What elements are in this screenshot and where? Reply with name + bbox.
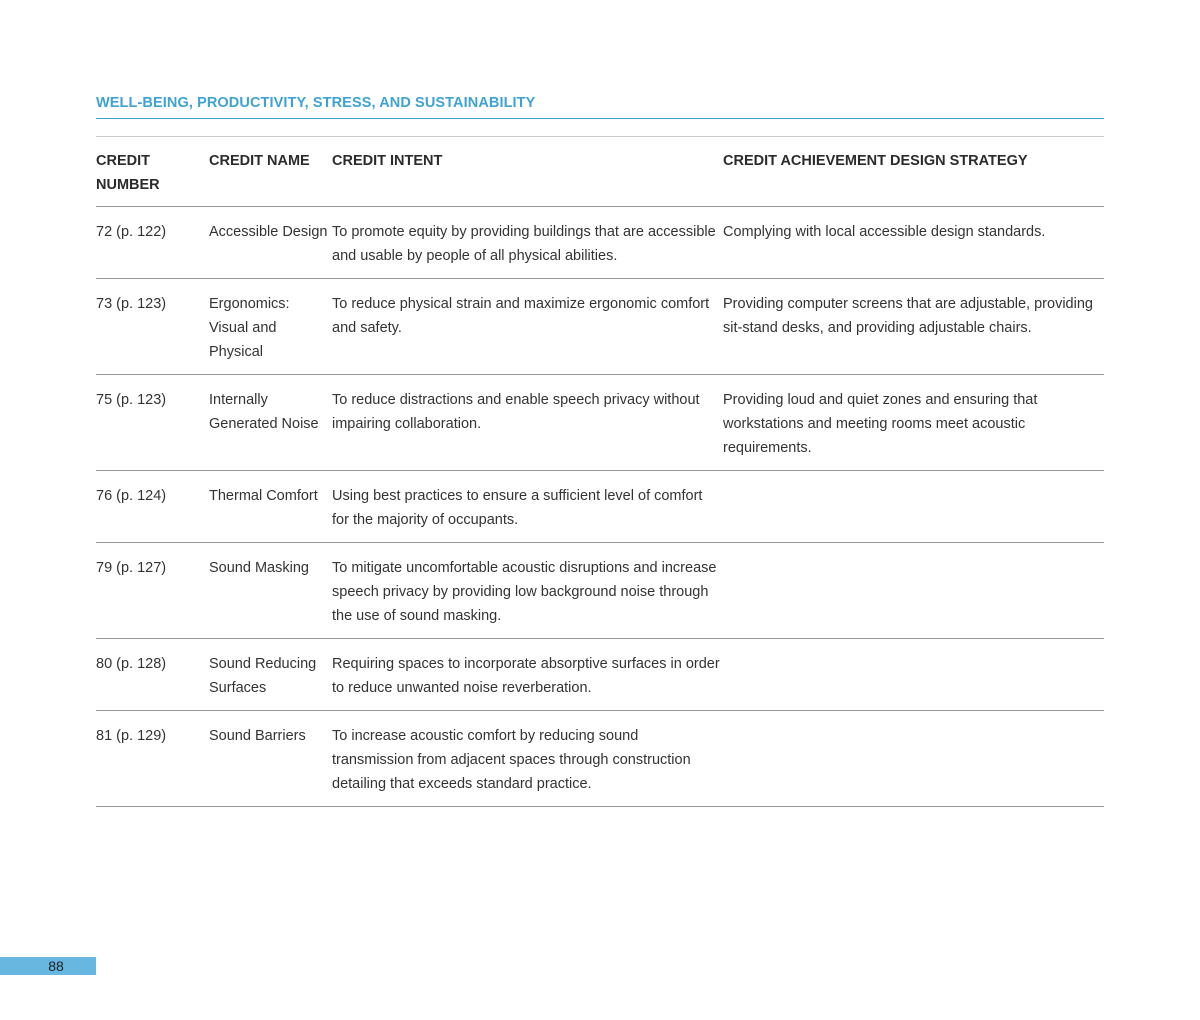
credit-name: Sound Masking — [209, 560, 309, 576]
credit-intent: To increase acoustic comfort by reducing sound transmission from adjacent spaces through construction detailing that exceeds standard practice. — [332, 728, 691, 792]
credit-intent: To reduce distractions and enable speech privacy without impairing collaboration. — [332, 392, 700, 432]
table-header-row — [96, 137, 1104, 207]
header-design-strategy: CREDIT ACHIEVEMENT DESIGN STRATEGY — [723, 153, 1028, 169]
credit-number: 81 (p. 129) — [96, 728, 167, 744]
table-row — [96, 207, 1104, 279]
credit-name: Sound Barriers — [209, 728, 306, 744]
table-row — [96, 471, 1104, 543]
credit-name: Sound Reducing Surfaces — [209, 656, 317, 696]
page-number: 88 — [48, 958, 64, 974]
header-credit-intent: CREDIT INTENT — [332, 153, 443, 169]
header-credit-name: CREDIT NAME — [209, 153, 310, 169]
design-strategy — [723, 556, 1104, 628]
page-number-tab — [0, 957, 96, 975]
credit-number: 72 (p. 122) — [96, 224, 167, 240]
credit-number: 79 (p. 127) — [96, 560, 167, 576]
credit-number: 73 (p. 123) — [96, 296, 167, 312]
credit-intent: To promote equity by providing buildings that are accessible and usable by people of all physical abilities. — [332, 224, 716, 264]
table-row — [96, 543, 1104, 639]
credit-intent: To reduce physical strain and maximize ergonomic comfort and safety. — [332, 296, 710, 336]
credit-name: Accessible Design — [209, 224, 328, 240]
design-strategy: Complying with local accessible design standards. — [723, 224, 1046, 240]
credit-name: Thermal Comfort — [209, 488, 318, 504]
credit-number: 76 (p. 124) — [96, 488, 167, 504]
design-strategy — [723, 652, 1104, 700]
table-row — [96, 639, 1104, 711]
credit-name: Internally Generated Noise — [209, 392, 319, 432]
credit-name: Ergonomics: Visual and Physical — [209, 296, 290, 360]
table-row — [96, 375, 1104, 471]
table-row — [96, 711, 1104, 807]
credit-number: 75 (p. 123) — [96, 392, 167, 408]
table-row — [96, 279, 1104, 375]
credit-intent: Requiring spaces to incorporate absorptive surfaces in order to reduce unwanted noise reverberation. — [332, 656, 720, 696]
header-credit-number: CREDIT NUMBER — [96, 153, 160, 193]
design-strategy — [723, 724, 1104, 796]
design-strategy: Providing computer screens that are adjustable, providing sit-stand desks, and providing adjustable chairs. — [723, 296, 1093, 336]
credits-table — [96, 136, 1104, 807]
design-strategy: Providing loud and quiet zones and ensuring that workstations and meeting rooms meet acoustic requirements. — [723, 392, 1038, 456]
credit-number: 80 (p. 128) — [96, 656, 167, 672]
section-title: WELL-BEING, PRODUCTIVITY, STRESS, AND SUSTAINABILITY — [96, 95, 1104, 119]
design-strategy — [723, 484, 1104, 532]
credit-intent: To mitigate uncomfortable acoustic disruptions and increase speech privacy by providing low background noise through the use of sound masking. — [332, 560, 717, 624]
credit-intent: Using best practices to ensure a sufficient level of comfort for the majority of occupants. — [332, 488, 703, 528]
